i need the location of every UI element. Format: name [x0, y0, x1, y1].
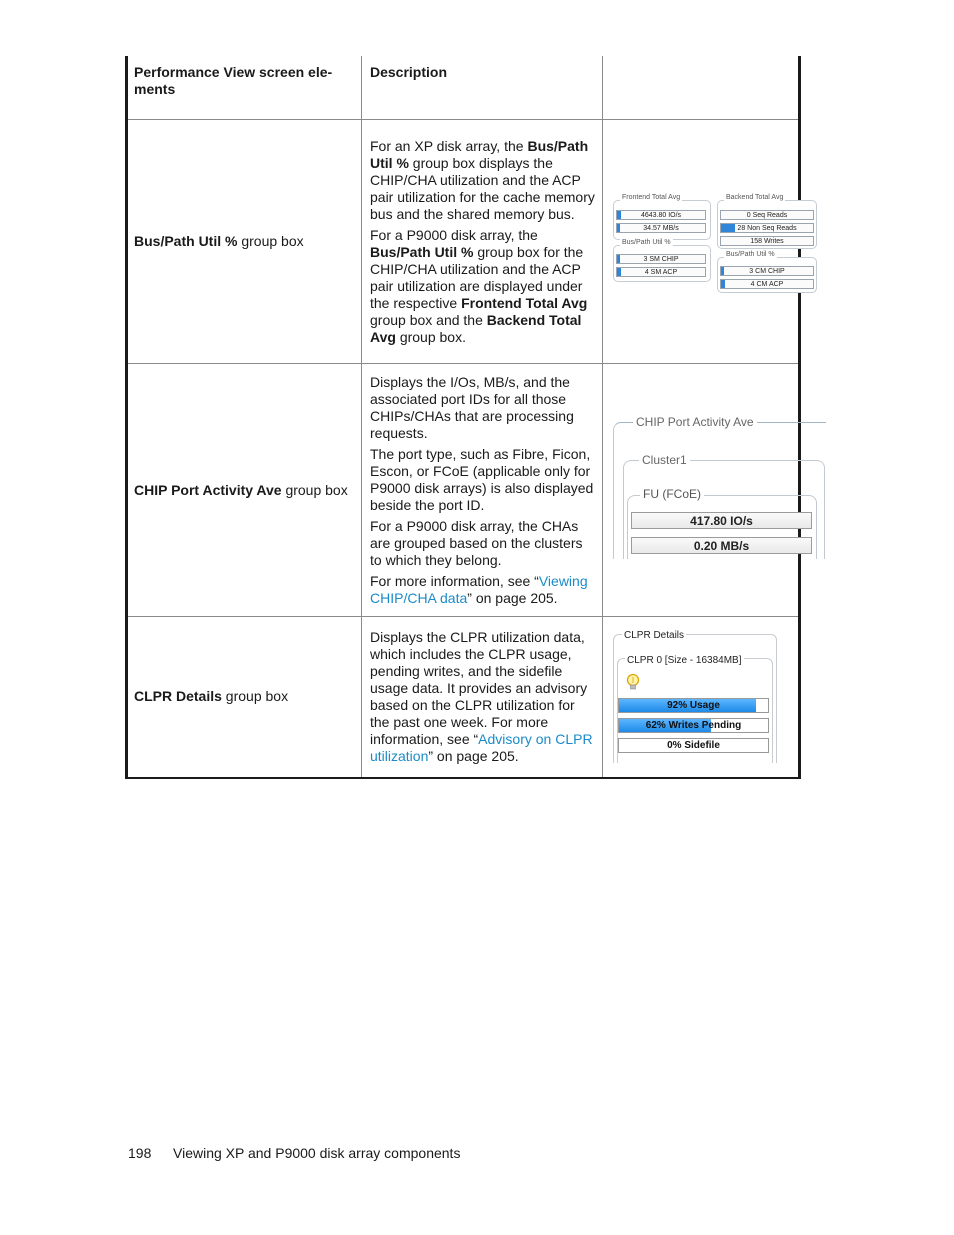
elements-table [125, 56, 801, 779]
image-cell [603, 617, 800, 778]
desc-paragraph: For more information, see “Viewing CHIP/CHA data” on page 205. [370, 572, 588, 606]
table-row [127, 120, 800, 364]
bus-left-field-1: 4 SM ACP [616, 267, 706, 277]
description-cell [362, 120, 603, 364]
backend-field-2: 158 Writes [720, 236, 814, 246]
page-footer [128, 1145, 460, 1161]
description-cell [362, 617, 603, 778]
io-per-second-field: 417.80 IO/s [631, 512, 812, 529]
cluster-title: Cluster1 [639, 452, 690, 469]
fill-bar [617, 224, 620, 232]
footer-title: Viewing XP and P9000 disk array components [173, 1145, 461, 1161]
clpr-usage-bar: 92% Usage [618, 698, 769, 713]
fill-bar [721, 224, 735, 232]
bus-path-util-group-right [717, 251, 817, 293]
backend-field-0: 0 Seq Reads [720, 210, 814, 220]
desc-paragraph: For a P9000 disk array, the CHAs are grouped based on the clusters to which they belong. [370, 517, 583, 568]
fill-bar [617, 211, 621, 219]
bus-right-field-1: 4 CM ACP [720, 279, 814, 289]
desc-paragraph: Displays the I/Os, MB/s, and the associated port IDs for all those CHIPs/CHAs that are processing requests. [370, 373, 574, 441]
frontend-total-group [613, 194, 711, 240]
bus-right-field-0: 3 CM CHIP [720, 266, 814, 276]
backend-total-group [717, 194, 817, 249]
bus-left-title: Bus/Path Util % [622, 239, 671, 246]
header-description: Description [362, 56, 603, 120]
element-cell: Bus/Path Util % group box [127, 120, 362, 364]
port-title: FU (FCoE) [640, 486, 704, 503]
table-row [127, 364, 800, 617]
clpr-details-screenshot [613, 627, 777, 767]
bus-path-util-group-left [613, 239, 711, 282]
element-cell: CHIP Port Activity Ave group box [127, 364, 362, 617]
lightbulb-icon [626, 673, 640, 693]
image-cell [603, 364, 800, 617]
element-cell: CLPR Details group box [127, 617, 362, 778]
header-element: Performance View screen ele- ments [127, 56, 362, 120]
clpr-sub-title: CLPR 0 [Size - 16384MB] [625, 652, 744, 669]
mb-per-second-field: 0.20 MB/s [631, 537, 812, 554]
desc-paragraph: For a P9000 disk array, the Bus/Path Util % group box for the CHIP/CHA utilization and the ACP pair utilization are displayed under the respective Frontend Total Avg group box and the Backend Total Avg group box. [370, 226, 588, 345]
desc-paragraph: The port type, such as Fibre, Ficon, Escon, or FCoE (applicable only for P9000 disk arrays) is also displayed beside the port ID. [370, 445, 594, 513]
description-cell [362, 364, 603, 617]
bus-left-field-0: 3 SM CHIP [616, 254, 706, 264]
bus-right-title: Bus/Path Util % [726, 251, 775, 258]
image-cell [603, 120, 800, 364]
fill-bar [617, 268, 621, 276]
frontend-field-0: 4643.80 IO/s [616, 210, 706, 220]
desc-paragraph: Displays the CLPR utilization data, which includes the CLPR usage, pending writes, and the sidefile usage data. It provides an advisory based on the CLPR utilization for the past one week. For more information, see “Advisory on CLPR utilization” on page 205. [370, 628, 593, 764]
viewing-chip-cha-link[interactable]: Viewing CHIP/CHA data [370, 572, 588, 606]
clpr-sidefile-bar: 0% Sidefile [618, 738, 769, 753]
chip-port-screenshot [613, 414, 827, 564]
clpr-writes-pending-bar: 62% Writes Pending [618, 718, 769, 733]
chip-port-title: CHIP Port Activity Ave [633, 414, 757, 431]
fill-bar [617, 255, 620, 263]
desc-paragraph: For an XP disk array, the Bus/Path Util % group box displays the CHIP/CHA utilization and the ACP pair utilization for the cache memory bus and the shared memory bus. [370, 137, 595, 222]
bus-util-screenshot [613, 195, 828, 295]
table-row [127, 617, 800, 778]
frontend-title: Frontend Total Avg [622, 194, 681, 201]
clpr-title: CLPR Details [622, 627, 686, 644]
backend-title: Backend Total Avg [726, 194, 784, 201]
advisory-clpr-link[interactable]: Advisory on CLPR utilization [370, 730, 593, 764]
page-number: 198 [128, 1145, 152, 1161]
frontend-field-1: 34.57 MB/s [616, 223, 706, 233]
table-header-row [127, 56, 800, 120]
fill-bar [721, 280, 725, 288]
backend-field-1: 28 Non Seq Reads [720, 223, 814, 233]
header-image [603, 56, 800, 120]
fill-bar [721, 267, 724, 275]
